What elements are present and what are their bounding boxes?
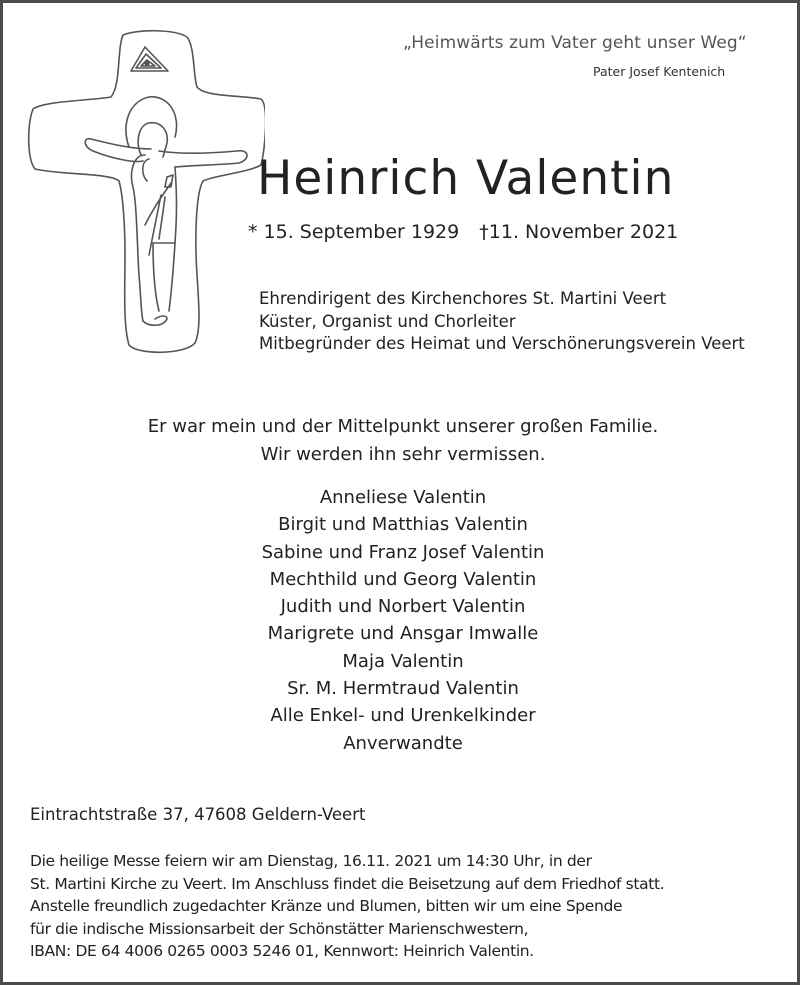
- service-line: Anstelle freundlich zugedachter Kränze und Blumen, bitten wir um eine Spende: [30, 897, 623, 916]
- role-line: Mitbegründer des Heimat und Verschönerungsverein Veert: [259, 334, 745, 353]
- service-line: Die heilige Messe feiern wir am Dienstag, 16.11. 2021 um 14:30 Uhr, in der: [30, 852, 592, 870]
- death-cross-icon: †: [479, 221, 489, 243]
- service-line: für die indische Missionsarbeit der Schönstätter Marienschwestern,: [30, 919, 529, 938]
- mourner-name: Alle Enkel- und Urenkelkinder: [270, 705, 536, 727]
- mourner-name: Judith und Norbert Valentin: [280, 596, 526, 618]
- mourner-name: Sabine und Franz Josef Valentin: [261, 541, 545, 563]
- tribute-text: [3, 413, 800, 469]
- tribute-line: Er war mein und der Mittelpunkt unserer großen Familie.: [147, 416, 659, 437]
- role-line: Küster, Organist und Chorleiter: [259, 311, 516, 331]
- mourner-name: Maja Valentin: [342, 650, 464, 672]
- service-line: IBAN: DE 64 4006 0265 0003 5246 01, Kennwort: Heinrich Valentin.: [30, 942, 534, 961]
- honorary-roles: [259, 288, 745, 356]
- service-notice: [30, 850, 664, 963]
- service-line: St. Martini Kirche zu Veert. Im Anschluss findet die Beisetzung auf dem Friedhof statt.: [30, 874, 665, 893]
- mourners-list: [3, 484, 800, 757]
- quote-author: Pater Josef Kentenich: [593, 64, 726, 79]
- role-line: Ehrendirigent des Kirchenchores St. Martini Veert: [259, 289, 667, 308]
- mourner-name: Marigrete und Ansgar Imwalle: [267, 623, 539, 645]
- mourner-name: Anverwandte: [343, 732, 463, 754]
- mourner-name: Mechthild und Georg Valentin: [269, 568, 537, 590]
- crucifix-icon: [25, 25, 265, 360]
- deceased-name: Heinrich Valentin: [257, 151, 675, 206]
- memorial-quote: „Heimwärts zum Vater geht unser Weg“: [403, 33, 747, 53]
- birth-symbol: *: [248, 221, 258, 243]
- mourner-name: Sr. M. Hermtraud Valentin: [287, 678, 519, 700]
- birth-date: 15. September 1929: [263, 221, 460, 243]
- death-date: 11. November 2021: [488, 221, 679, 243]
- mourner-name: Birgit und Matthias Valentin: [278, 514, 528, 536]
- family-address: Eintrachtstraße 37, 47608 Geldern-Veert: [30, 805, 366, 824]
- tribute-line: Wir werden ihn sehr vermissen.: [260, 444, 546, 465]
- mourner-name: Anneliese Valentin: [319, 487, 487, 508]
- life-dates: [248, 221, 678, 243]
